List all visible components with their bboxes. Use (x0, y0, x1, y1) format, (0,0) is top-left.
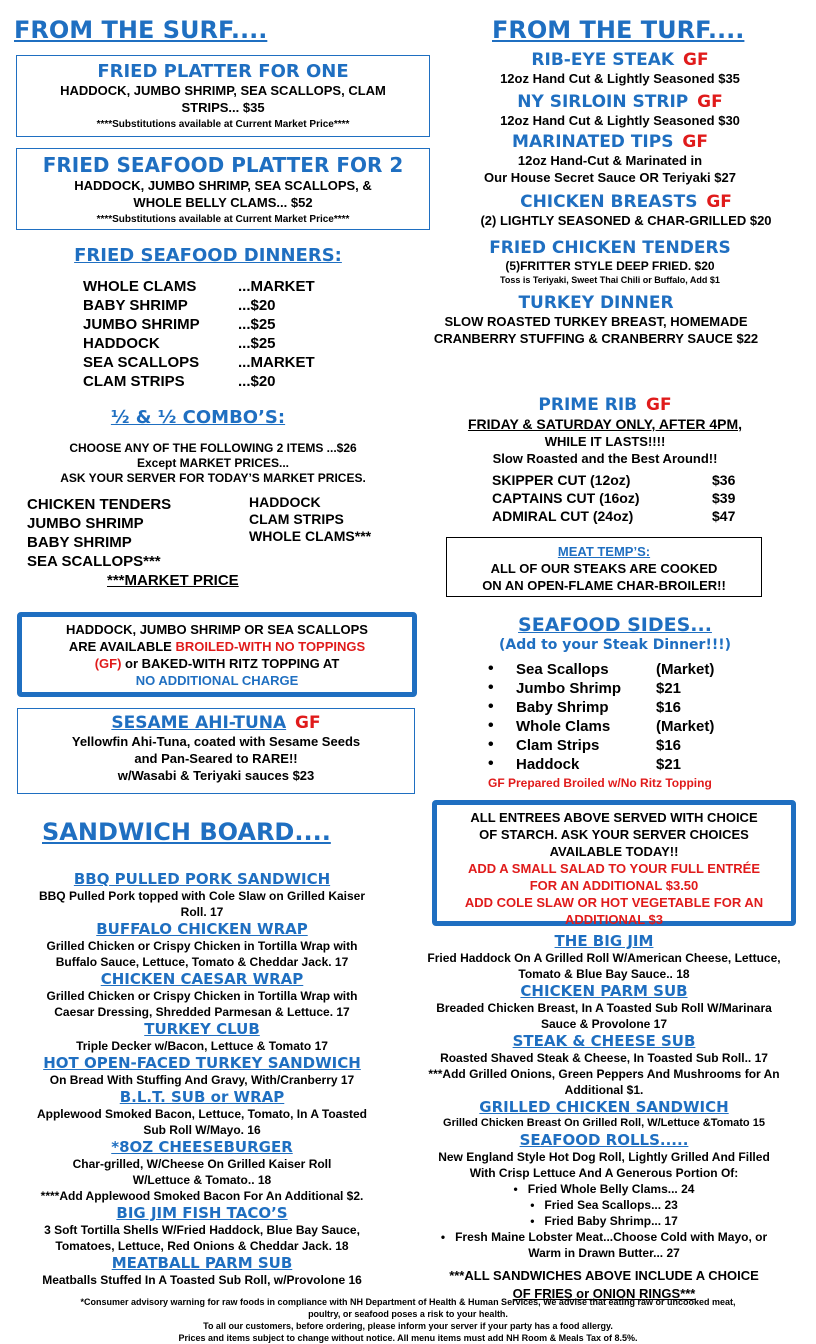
side-item: • Haddock $21 (488, 755, 682, 773)
prime-rib: PRIME RIB GF FRIDAY & SATURDAY ONLY, AFTER 4PM, WHILE IT LASTS!!!! Slow Roasted and the Best Around!! (467, 395, 743, 466)
broiled-box (17, 612, 417, 697)
dinners-title: FRIED SEAFOOD DINNERS: (74, 245, 342, 266)
platter-one-line2: STRIPS... $35 (181, 100, 265, 115)
cut-row: SKIPPER CUT (12oz) $36 (492, 472, 736, 488)
broiled-line3: (GF) or BAKED-WITH RITZ TOPPING AT (94, 656, 340, 671)
entrees-line6: ADD COLE SLAW OR HOT VEGETABLE FOR AN (464, 895, 764, 910)
combo-item: CLAM STRIPS (249, 511, 344, 527)
fries-note-line1: ***ALL SANDWICHES ABOVE INCLUDE A CHOICE (449, 1268, 759, 1283)
platter-one-title: FRIED PLATTER FOR ONE (97, 61, 349, 82)
side-item: • Clam Strips $16 (488, 736, 682, 754)
sandwich-item: TURKEY CLUB Triple Decker w/Bacon, Lettuce & Tomato 17 (76, 1020, 328, 1053)
broiled-line1: HADDOCK, JUMBO SHRIMP OR SEA SCALLOPS (66, 622, 368, 637)
dinner-item: CLAM STRIPS ...$20 (83, 373, 276, 390)
sandwich-title: SANDWICH BOARD.... (42, 818, 331, 846)
sandwich-item: *8OZ CHEESEBURGER Char-grilled, W/Cheese On Grilled Kaiser Roll W/Lettuce & Tomato.. 18 ****Add Applewood Smoked Bacon For An Additional $2. (40, 1138, 364, 1203)
meat-temp-line1: ALL OF OUR STEAKS ARE COOKED (490, 561, 718, 576)
sandwich-item: CHICKEN CAESAR WRAP Grilled Chicken or Crispy Chicken in Tortilla Wrap with Caesar Dressing, Shredded Parmesan & Lettuce. 17 (46, 970, 358, 1019)
entrees-note-box (432, 800, 796, 926)
ahi-line1: Yellowfin Ahi-Tuna, coated with Sesame Seeds (71, 734, 361, 749)
turf-item-chicken: CHICKEN BREASTS GF (2) LIGHTLY SEASONED & CHAR-GRILLED $20 (480, 192, 772, 228)
side-item: • Baby Shrimp $16 (488, 698, 682, 716)
platter-two-line1: HADDOCK, JUMBO SHRIMP, SEA SCALLOPS, & (74, 178, 372, 193)
side-item: • Whole Clams (Market) (488, 717, 715, 735)
combo-title: ½ & ½ COMBO’S: (110, 407, 286, 428)
combo-line2: Except MARKET PRICES... (136, 456, 290, 470)
entrees-line1: ALL ENTREES ABOVE SERVED WITH CHOICE (470, 810, 758, 825)
platter-two-title: FRIED SEAFOOD PLATTER FOR 2 (42, 153, 404, 177)
ahi-line3: w/Wasabi & Teriyaki sauces $23 (117, 768, 315, 783)
combo-market-note: ***MARKET PRICE (107, 572, 239, 589)
broiled-line4: NO ADDITIONAL CHARGE (135, 673, 299, 688)
platter-two-line2: WHOLE BELLY CLAMS... $52 (133, 195, 313, 210)
surf-title: FROM THE SURF.... (14, 16, 268, 44)
dinner-item: JUMBO SHRIMP ...$25 (83, 316, 276, 333)
combo-line1: CHOOSE ANY OF THE FOLLOWING 2 ITEMS ...$26 (69, 441, 357, 455)
broiled-line2: ARE AVAILABLE BROILED-WITH NO TOPPINGS (68, 639, 366, 654)
entrees-line4: ADD A SMALL SALAD TO YOUR FULL ENTRÉE (467, 861, 761, 876)
combo-item: CHICKEN TENDERS (27, 496, 172, 513)
footer-advisory: *Consumer advisory warning for raw foods in compliance with NH Department of Health & Human Services, We advise that eating raw or uncooked meat, poultry, or seafood poses a risk to your health. To all our customers, before ordering, please inform your server if your party has a food allergy. Prices and items subject to change without notice. All menu items must add NH Room & Meals Tax of 8.5%. (80, 1297, 736, 1343)
prime-rib-cuts (492, 471, 752, 525)
combo-line3: ASK YOUR SERVER FOR TODAY’S MARKET PRICES. (60, 471, 366, 485)
sandwich-right-col (398, 932, 810, 1303)
sandwich-item: GRILLED CHICKEN SANDWICH Grilled Chicken Breast On Grilled Roll, W/Lettuce &Tomato 15 (443, 1098, 765, 1129)
combo-item: WHOLE CLAMS*** (249, 528, 372, 544)
meat-temp-title: MEAT TEMP’S: (557, 544, 651, 559)
cut-row: ADMIRAL CUT (24oz) $47 (492, 508, 736, 524)
sandwich-item: BBQ PULLED PORK SANDWICH BBQ Pulled Pork topped with Cole Slaw on Grilled Kaiser Roll. 17 (38, 870, 366, 919)
side-item: • Sea Scallops (Market) (488, 660, 715, 678)
turf-item-tips: MARINATED TIPS GF 12oz Hand-Cut & Marinated in Our House Secret Sauce OR Teriyaki $27 (484, 132, 736, 185)
dinners-list (83, 277, 383, 391)
entrees-line5: FOR AN ADDITIONAL $3.50 (529, 878, 699, 893)
seafood-roll-item: • Fried Sea Scallops... 23 (530, 1198, 678, 1212)
platter-one-box (16, 55, 430, 137)
dinner-item: SEA SCALLOPS ...MARKET (83, 354, 315, 371)
sandwich-left-col (0, 870, 404, 1288)
sides-header: SEAFOOD SIDES... (Add to your Steak Dinner!!!) (498, 614, 732, 653)
sandwich-item: BUFFALO CHICKEN WRAP Grilled Chicken or Crispy Chicken in Tortilla Wrap with Buffalo Sauce, Lettuce, Tomato & Cheddar Jack. 17 (46, 920, 358, 969)
platter-two-note: ****Substitutions available at Current Market Price**** (96, 214, 350, 225)
meat-temp-line2: ON AN OPEN-FLAME CHAR-BROILER!! (482, 578, 726, 593)
sandwich-item: THE BIG JIM Fried Haddock On A Grilled Roll W/American Cheese, Lettuce, Tomato & Blue Bay Sauce.. 18 (427, 932, 781, 981)
seafood-roll-item-cont: Warm in Drawn Butter... 27 (528, 1246, 680, 1260)
turf-item-sirloin: NY SIRLOIN STRIP GF 12oz Hand Cut & Lightly Seasoned $30 (500, 92, 740, 128)
combo-right-list (249, 494, 371, 545)
entrees-line2: OF STARCH. ASK YOUR SERVER CHOICES (479, 827, 749, 842)
dinner-item: WHOLE CLAMS ...MARKET (83, 278, 315, 295)
platter-two-box (16, 148, 430, 230)
sandwich-item: STEAK & CHEESE SUB Roasted Shaved Steak & Cheese, In Toasted Sub Roll.. 17 ***Add Grilled Onions, Green Peppers And Mushrooms for An Additional $1. (428, 1032, 780, 1097)
entrees-line7: ADDITIONAL $3 (565, 912, 663, 927)
combo-item: JUMBO SHRIMP (27, 515, 144, 532)
sandwich-item: SEAFOOD ROLLS..... New England Style Hot Dog Roll, Lightly Grilled And Filled With Crisp Lettuce And A Generous Portion Of: (438, 1131, 770, 1180)
side-item: • Jumbo Shrimp $21 (488, 679, 682, 697)
meat-temp-box (446, 537, 762, 597)
sandwich-item: MEATBALL PARM SUB Meatballs Stuffed In A Toasted Sub Roll, w/Provolone 16 (42, 1254, 362, 1287)
platter-one-note: ****Substitutions available at Current Market Price**** (96, 119, 350, 130)
combo-left-list (27, 495, 171, 571)
ahi-line2: and Pan-Seared to RARE!! (134, 751, 298, 766)
turf-turkey: TURKEY DINNER SLOW ROASTED TURKEY BREAST, HOMEMADE CRANBERRY STUFFING & CRANBERRY SAUCE $22 (433, 293, 759, 346)
combo-item: BABY SHRIMP (27, 534, 132, 551)
cut-row: CAPTAINS CUT (16oz) $39 (492, 490, 736, 506)
seafood-roll-item: • Fried Baby Shrimp... 17 (530, 1214, 678, 1228)
entrees-line3: AVAILABLE TODAY!! (549, 844, 679, 859)
turf-title: FROM THE TURF.... (492, 16, 745, 44)
ahi-title: SESAME AHI-TUNA GF (111, 713, 321, 733)
sides-note: GF Prepared Broiled w/No Ritz Topping (488, 776, 712, 790)
turf-item-ribeye: RIB-EYE STEAK GF 12oz Hand Cut & Lightly Seasoned $35 (500, 50, 740, 86)
turf-tenders: FRIED CHICKEN TENDERS (5)FRITTER STYLE DEEP FRIED. $20 Toss is Teriyaki, Sweet Thai Chili or Buffalo, Add $1 (489, 238, 731, 285)
seafood-roll-item: • Fresh Maine Lobster Meat...Choose Cold with Mayo, or (440, 1230, 768, 1244)
fries-note-line2: OF FRIES or ONION RINGS*** (512, 1286, 696, 1301)
platter-one-line1: HADDOCK, JUMBO SHRIMP, SEA SCALLOPS, CLAM (60, 83, 386, 98)
seafood-roll-item: • Fried Whole Belly Clams... 24 (513, 1182, 695, 1196)
dinner-item: BABY SHRIMP ...$20 (83, 297, 276, 314)
sides-list (488, 660, 788, 774)
combo-item: HADDOCK (249, 494, 321, 510)
sandwich-item: CHICKEN PARM SUB Breaded Chicken Breast, In A Toasted Sub Roll W/Marinara Sauce & Provolone 17 (436, 982, 772, 1031)
combo-item: SEA SCALLOPS*** (27, 553, 161, 570)
ahi-box (17, 708, 415, 794)
sandwich-item: BIG JIM FISH TACO’S 3 Soft Tortilla Shells W/Fried Haddock, Blue Bay Sauce, Tomatoes, Lettuce, Red Onions & Cheddar Jack. 18 (44, 1204, 360, 1253)
dinner-item: HADDOCK ...$25 (83, 335, 276, 352)
sandwich-item: B.L.T. SUB or WRAP Applewood Smoked Bacon, Lettuce, Tomato, In A Toasted Sub Roll W/Mayo. 16 (36, 1088, 368, 1137)
sandwich-item: HOT OPEN-FACED TURKEY SANDWICH On Bread With Stuffing And Gravy, With/Cranberry 17 (43, 1054, 361, 1087)
